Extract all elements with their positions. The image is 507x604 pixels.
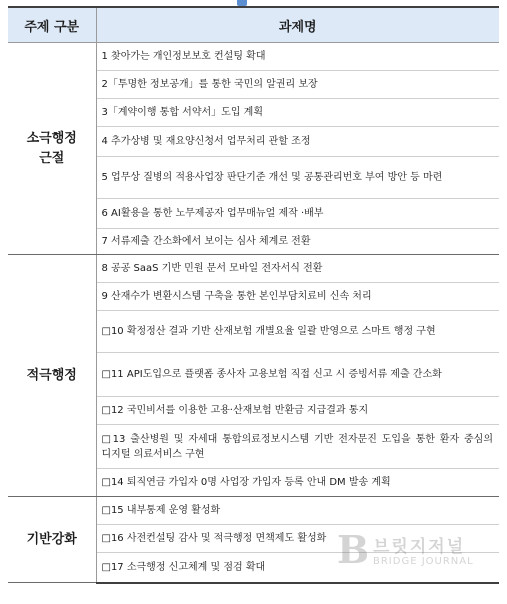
topic-cell-passive-admin: 소극행정 근절 <box>8 43 96 255</box>
task-item: □17 소극행정 신고체계 및 점검 확대 <box>96 553 499 583</box>
task-item: □13 출산병원 및 자세대 통합의료정보시스템 기반 전자문진 도입을 통한 환자 중심의 디지털 의료서비스 구현 <box>96 425 499 469</box>
watermark-subtitle: BRIDGE JOURNAL <box>373 556 474 567</box>
watermark-name: 브릿지저널 <box>373 537 466 557</box>
table-row <box>8 255 499 283</box>
task-table <box>8 6 499 584</box>
task-item: 5 업무상 질병의 적용사업장 판단기준 개선 및 공통관리번호 부여 방안 등 마련 <box>96 157 499 199</box>
header-topic: 주제 구분 <box>8 7 96 43</box>
topic-cell-proactive-admin: 적극행정 <box>8 255 96 497</box>
task-item: 1 찾아가는 개인정보보호 컨설팅 확대 <box>96 43 499 71</box>
topic-cell-foundation: 기반강화 <box>8 497 96 583</box>
task-item: 9 산재수가 변환시스템 구축을 통한 본인부담치료비 신속 처리 <box>96 283 499 311</box>
table-header-row <box>8 7 499 43</box>
task-item: 8 공공 SaaS 기반 민원 문서 모바일 전자서식 전환 <box>96 255 499 283</box>
task-item: □16 사전컨설팅 감사 및 적극행정 면책제도 활성화 <box>96 525 499 553</box>
task-item: □12 국민비서를 이용한 고용·산재보험 반환금 지급결과 통지 <box>96 397 499 425</box>
task-item: 4 추가상병 및 재요양신청서 업무처리 관할 조정 <box>96 127 499 157</box>
task-item: □14 퇴직연금 가입자 0명 사업장 가입자 등록 안내 DM 발송 계획 <box>96 469 499 497</box>
task-item: □11 API도입으로 플랫폼 종사자 고용보험 직접 신고 시 증빙서류 제출 간소화 <box>96 353 499 397</box>
table-row <box>8 497 499 525</box>
table-row <box>8 43 499 71</box>
task-item: □10 확정정산 결과 기반 산재보험 개별요율 일괄 반영으로 스마트 행정 구현 <box>96 311 499 353</box>
task-item: 7 서류제출 간소화에서 보이는 심사 체계로 전환 <box>96 229 499 255</box>
watermark-logo-icon: B <box>337 527 370 572</box>
task-item: 3「계약이행 통합 서약서」도입 계획 <box>96 99 499 127</box>
task-item: 2「투명한 정보공개」를 통한 국민의 알권리 보장 <box>96 71 499 99</box>
header-task: 과제명 <box>96 7 499 43</box>
task-item: □15 내부통제 운영 활성화 <box>96 497 499 525</box>
task-item: 6 AI활용을 통한 노무제공자 업무매뉴얼 제작 ·배부 <box>96 199 499 229</box>
